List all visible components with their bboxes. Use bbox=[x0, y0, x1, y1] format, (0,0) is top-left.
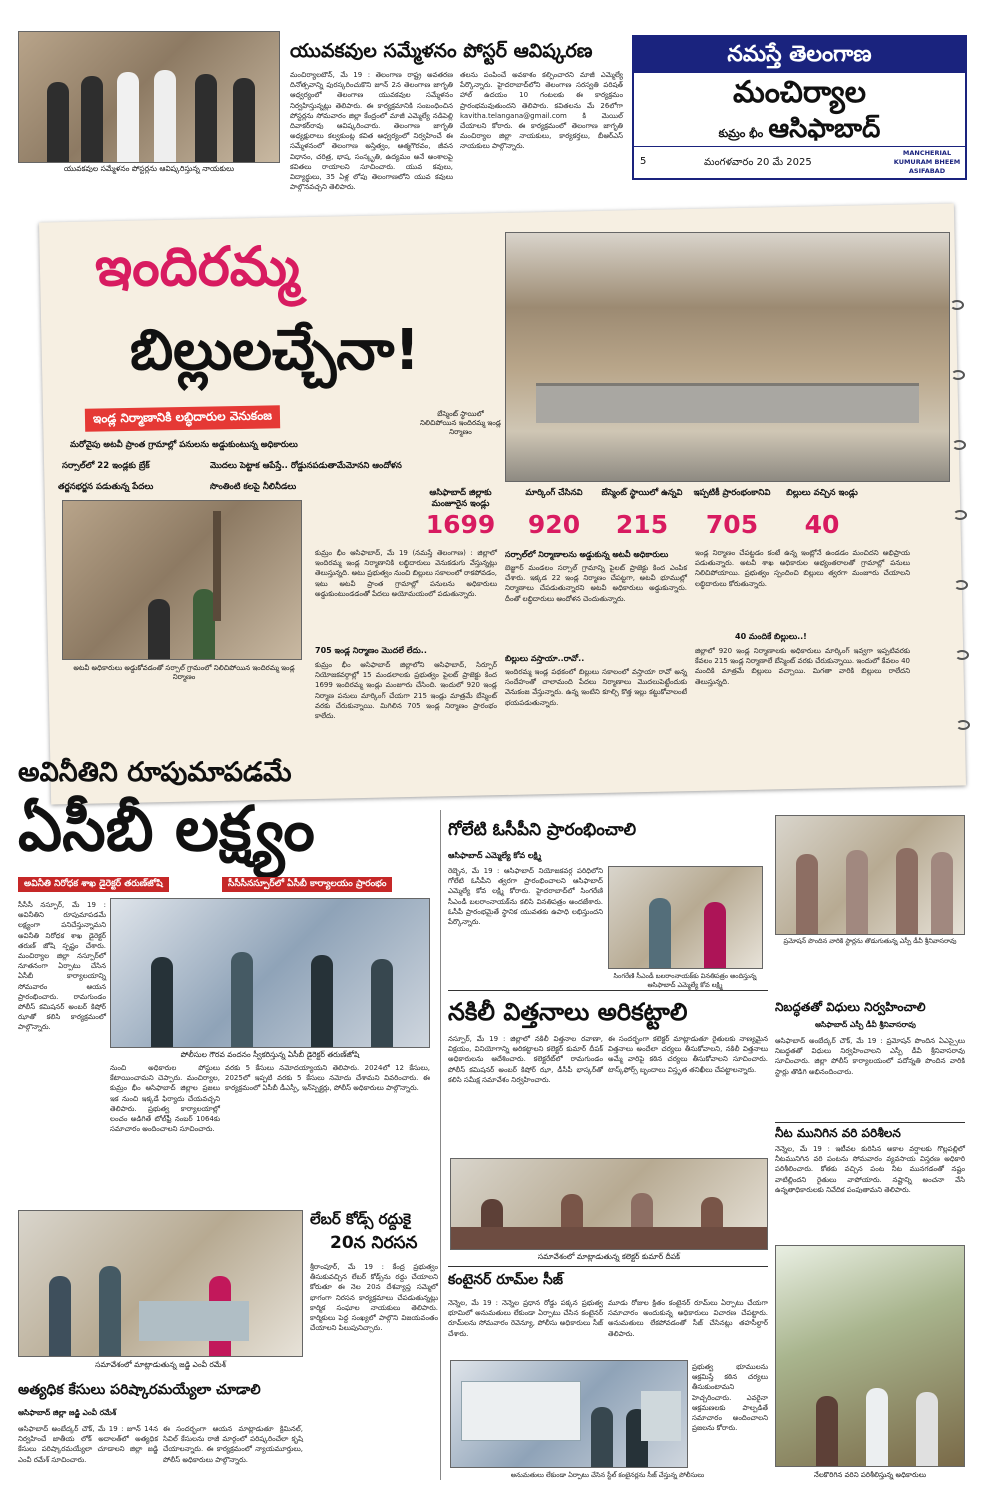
lead-col3: ఇండ్ల నిర్మాణం చేపట్టడం కంటే ఉన్న ఇంట్లోనే ఉండడం మంచిదని అభిప్రాయ పడుతున్నారు. అటవీ శాఖ అధికారుల అభ్యంతరాలతో గ్రామాల్లో పనులు నిలిచిపోయాయి. ప్రభుత్వం స్పందించి బిల్లులు త్వరగా మంజూరు చేయాలని లబ్ధిదారులు కోరుతున్నారు. bbox=[695, 549, 910, 588]
stat-marked: మార్కింగ్ చేసినవి 920 bbox=[525, 488, 583, 539]
lead-left-photo bbox=[62, 500, 302, 660]
lead-col2b: ఇందిరమ్మ ఇండ్ల పథకంలో బిల్లులు సకాలంలో వస్తాయా రావో అన్న సందేహంతో చాలామంది పేదలు నిర్మాణాలు మొదలుపెట్టేందుకు వెనుకంజ వేస్తున్నారు. ఉన్న ఇంటిని కూల్చి కొత్త ఇల్లు కట్టుకోవాలంటే భయపడుతున్నారు. bbox=[505, 668, 687, 707]
lead-col2: బెజ్జూర్ మండలం సర్సాల్ గ్రామాన్ని పైలట్ ప్రాజెక్టు కింద ఎంపిక చేశారు. ఇక్కడ 22 ఇండ్ల నిర్మాణం చేపట్టగా, అటవీ భూముల్లో నిర్మాణాలు చేపడుతున్నారని అటవీ అధికారులు అడ్డుకున్నారు. దీంతో లబ్ధిదారులు ఆందోళన చెందుతున్నారు. bbox=[505, 564, 687, 603]
lead-col2-sub: సర్సాల్‌లో నిర్మాణాలను అడ్డుకున్న అటవీ అధికారులు bbox=[505, 550, 669, 559]
top-story-col2: తలను పంపించే అవకాశం కల్పించారని మాజీ ఎమ్మెల్యే పేర్కొన్నారు. హైదరాబాద్‌లోని తెలంగాణ సరస్వతి పరిషత్ హాల్ ఉదయం 10 గంటలకు ఈ కార్యక్రమం ప్రారంభమవుతుందని తెలిపారు. కవితలను మే 26లోగా kavitha.telangana@gmail.com కి మెయిల్ చేయాలని కోరారు. ఈ కార్యక్రమంలో తెలంగాణ జాగృతి మంచిర్యాల జిల్లా నాయకులు, కార్యకర్తలు, బీఆర్ఎస్ నాయకులు పాల్గొన్నారు. bbox=[460, 71, 623, 151]
court-col2: ఈ సందర్భంగా ఆయన మాట్లాడుతూ క్రిమినల్, సివిల్ కేసులను రాజీ మార్గంలో పరిష్కరించేలా కృషి చేయాలన్నారు. ఈ కార్యక్రమంలో న్యాయమూర్తులు, పోలీస్ అధికారులు పాల్గొన్నారు. bbox=[163, 1425, 303, 1464]
seeds-col1: నస్పూర్, మే 19 : జిల్లాలో నకిలీ విత్తనాల రవాణా, విక్రయం, వినియోగాన్ని అరికట్టాలని కలెక్టర్ కుమార్ దీపక్ అధికారులను ఆదేశించారు. కలెక్టరేట్‌లో రామగుండం పోలీస్ కమిషనర్ అంబర్ కిషోర్ ఝా, డీసీపీ భాస్కర్‌తో కలిసి సమీక్ష సమావేశం నిర్వహించారు. bbox=[448, 1035, 603, 1084]
lead-construction-photo bbox=[505, 232, 950, 482]
court-col1: ఆసిఫాబాద్ అంబేద్కర్ చౌక్, మే 19 : జూన్ 14న నిర్వహించే జాతీయ లోక్ అదాలత్‌లో అత్యధిక కేసులు పరిష్కారమయ్యేలా చూడాలని జిల్లా జడ్జి ఎంవీ రమేశ్ సూచించారు. bbox=[18, 1425, 158, 1464]
lead-kicker: ఇందిరమ్మ bbox=[95, 235, 300, 298]
labour-headline-l1: లేబర్ కోడ్స్ రద్దుకై bbox=[310, 1210, 412, 1228]
stat-not-started: ఇప్పటికీ ప్రారంభంకానివి 705 bbox=[693, 488, 771, 539]
page-number: 5 bbox=[640, 156, 647, 167]
region-en: MANCHERIAL KUMURAM BHEEM ASIFABAD bbox=[893, 149, 961, 175]
court-photo bbox=[18, 1210, 303, 1357]
court-caption: సమావేశంలో మాట్లాడుతున్న జడ్జి ఎంవీ రమేశ్ bbox=[95, 1360, 226, 1369]
acb-photo bbox=[110, 898, 430, 1048]
lead-col2-sub2: బిల్లులు వస్తాయా..రావో.. bbox=[505, 654, 585, 663]
lead-photo-note: బేస్మెంట్ స్థాయిలో నిలిచిపోయిన ఇందిరమ్మ ఇండ్ల నిర్మాణం bbox=[420, 410, 501, 436]
lead-col1: కుమ్రం భీం ఆసిఫాబాద్, మే 19 (నమస్తే తెలంగాణ) : జిల్లాలో ఇందిరమ్మ ఇండ్ల నిర్మాణానికి లబ్ధిదారులు వెనుకడుగు వేస్తున్నట్లు తెలుస్తున్నది. అటు ప్రభుత్వం నుంచి బిల్లులు సకాలంలో రాకపోవడం, ఇటు అటవీ ప్రాంత గ్రామాల్లో పనులను అధికారులు అడ్డుకుంటుండడంతో పేదలు అయోమయంలో పడుతున్నారు. bbox=[315, 549, 497, 598]
masthead bbox=[632, 35, 967, 180]
top-story-caption: యువకవుల సమ్మేళనం పోస్టర్లను ఆవిష్కరిస్తున్న నాయకులు bbox=[63, 164, 235, 173]
edition-line2: ఆసిఫాబాద్ bbox=[768, 114, 881, 144]
container-col2: మూడు రోజుల క్రితం కంటైనర్ రూమ్‌లు ఏర్పాటు చేయగా సమాచారం అందుకున్న అధికారులు విచారణ చేపట్టారు. అనుమతులు లేకపోవడంతో సీజ్ చేసినట్లు తహసీల్దార్ తెలిపారు. bbox=[608, 1299, 768, 1338]
paddy-text: నెన్నెల, మే 19 : ఇటీవల కురిసిన అకాల వర్షాలకు గొల్లపల్లిలో నీటమునిగిన వరి పంటను సోమవారం వ్యవసాయ విస్తరణ అధికారి పరిశీలించారు. కోతకు వచ్చిన పంట నీట మునగడంతో నష్టం వాటిల్లిందని రైతులు వాపోయారు. నష్టాన్ని అంచనా వేసి ఉన్నతాధికారులకు నివేదిక పంపుతామని తెలిపారు. bbox=[775, 1145, 965, 1194]
seeds-headline: నకిలీ విత్తనాలు అరికట్టాలి bbox=[448, 998, 688, 1026]
acb-caption: పోలీసుల గౌరవ వందనం స్వీకరిస్తున్న ఏసీబీ డైరెక్టర్ తరుణ్‌జోషి bbox=[180, 1050, 360, 1059]
goleti-headline: గోలేటి ఓసీపీని ప్రారంభించాలి bbox=[448, 820, 637, 840]
police-byline: ఆసిఫాబాద్ ఎస్పీ డీవీ శ్రీనివాసరావు bbox=[815, 1020, 916, 1029]
lead-col3b: జిల్లాలో 920 ఇండ్ల నిర్మాణాలకు అధికారులు మార్కింగ్ ఇవ్వగా ఇప్పటివరకు కేవలం 215 ఇండ్ల నిర్మాణాలే బేస్మెంట్ వరకు చేరుకున్నాయి. ఇందులో కేవలం 40 మందికి మాత్రమే బిల్లులు వచ్చాయి. మిగతా వారికి బిల్లులు రాలేదని తెలుస్తున్నది. bbox=[695, 647, 910, 686]
police-photo bbox=[775, 815, 965, 935]
lead-headline: బిల్లులచ్చేనా! bbox=[130, 318, 420, 383]
acb-headline: ఏసీబీ లక్ష్యం bbox=[18, 792, 315, 865]
container-photo bbox=[450, 1360, 688, 1468]
paddy-caption: నేలకొరిగిన వరిని పరిశీలిస్తున్న అధికారులు bbox=[813, 1471, 927, 1479]
police-headline: నిబద్ధతతో విధులు నిర్వహించాలి bbox=[775, 1000, 926, 1014]
lead-col1-sub: 705 ఇండ్ల నిర్మాణం మొదలే లేదు.. bbox=[315, 646, 427, 655]
container-caption: అనుమతులు లేకుండా ఏర్పాటు చేసిన స్టీల్ కంటైనర్లను సీజ్ చేస్తున్న పోలీసులు bbox=[510, 1471, 705, 1479]
paddy-photo bbox=[775, 1245, 965, 1467]
acb-col1: సీసీసీ నస్పూర్, మే 19 : అవినీతిని రూపుమాపడమే లక్ష్యంగా పనిచేస్తున్నామని అవినీతి నిరోధక శాఖ డైరెక్టర్ తరుణ్ జోషి స్పష్టం చేశారు. మంచిర్యాల జిల్లా నస్పూర్‌లో నూతనంగా ఏర్పాటు చేసిన ఏసీబీ కార్యాలయాన్ని సోమవారం ఆయన ప్రారంభించారు. రామగుండం పోలీస్ కమిషనర్ అంబర్ కిషోర్ ఝాతో కలిసి కార్యక్రమంలో పాల్గొన్నారు. bbox=[18, 901, 106, 1032]
labour-headline-l2: 20న నిరసన bbox=[330, 1233, 418, 1253]
container-col3: ప్రభుత్వ భూములను ఆక్రమిస్తే కఠిన చర్యలు తీసుకుంటామని హెచ్చరించారు. ఎవరైనా ఆక్రమణలకు పాల్పడితే సమాచారం అందించాలని ప్రజలను కోరారు. bbox=[692, 1363, 768, 1433]
lead-left-caption: అటవీ అధికారులు అడ్డుకోవడంతో సర్సాల్ గ్రామంలో నిలిచిపోయిన ఇందిరమ్మ ఇండ్ల నిర్మాణం bbox=[73, 664, 295, 681]
seeds-col2: ఈ సందర్భంగా కలెక్టర్ మాట్లాడుతూ రైతులకు నాణ్యమైన విత్తనాలు అందేలా చర్యలు తీసుకోవాలని, నకిలీ విత్తనాలు అమ్మే వారిపై కఠిన చర్యలు తీసుకోవాలని సూచించారు. టాస్క్‌ఫోర్స్ బృందాలు విస్తృత తనిఖీలు చేపట్టాలన్నారు. bbox=[608, 1035, 768, 1074]
seeds-photo bbox=[450, 1158, 768, 1250]
edition-line1: మంచిర్యాల bbox=[732, 75, 867, 110]
acb-col2: నుంచి అధికారుల పోస్టులు కేటాయించామని చెప్పారు. మంచిర్యాల, కుమ్రం భీం ఆసిఫాబాద్ జిల్లాల ప్రజలు ఇక నుంచి ఇక్కడే ఫిర్యాదు చేయవచ్చని తెలిపారు. ప్రభుత్వ కార్యాలయాల్లో లంచం అడిగితే టోల్‌ఫ్రీ నంబర్ 1064కు సమాచారం అందించాలని సూచించారు. bbox=[110, 1064, 220, 1134]
lead-col1b: కుమ్రం భీం ఆసిఫాబాద్ జిల్లాలోని ఆసిఫాబాద్, సిర్పూర్ నియోజకవర్గాల్లో 15 మండలాలకు ప్రభుత్వం పైలట్ ప్రాజెక్టు కింద 1699 ఇందిరమ్మ ఇండ్లు మంజూరు చేసింది. ఇందులో 920 ఇండ్ల నిర్మాణ పనులు మార్కింగ్ చేయగా 215 ఇండ్లు మాత్రమే బేస్మెంట్ వరకు చేరుకున్నాయి. మిగిలిన 705 ఇండ్ల నిర్మాణం ప్రారంభం కాలేదు. bbox=[315, 661, 497, 721]
stat-bills-paid: బిల్లులు వచ్చిన ఇండ్లు 40 bbox=[786, 488, 858, 539]
acb-kicker: అవినీతిని రూపుమాపడమే bbox=[18, 757, 292, 788]
top-story-photo bbox=[18, 31, 280, 163]
court-headline: అత్యధిక కేసులు పరిష్కారమయ్యేలా చూడాలి bbox=[18, 1382, 261, 1398]
goleti-photo bbox=[608, 866, 763, 969]
top-story-headline: యువకవుల సమ్మేళనం పోస్టర్ ఆవిష్కరణ bbox=[290, 40, 593, 62]
goleti-byline: ఆసిఫాబాద్ ఎమ్మెల్యే కోవ లక్ష్మి bbox=[448, 851, 542, 860]
acb-col3: వరకు 5 కేసులు నమోదయ్యాయని తెలిపారు. 2024లో 12 కేసులు, 2025లో ఇప్పటి వరకు 5 కేసులు నమోదు చేశామని వివరించారు. ఈ కార్యక్రమంలో ఏసీబీ డీఎస్పీ, ఇన్‌స్పెక్టర్లు, పోలీస్ అధికారులు పాల్గొన్నారు. bbox=[225, 1064, 430, 1093]
container-col1: నెన్నెల, మే 19 : నెన్నెల ప్రధాన రోడ్డు పక్కన ప్రభుత్వ భూమిలో అనుమతులు లేకుండా ఏర్పాటు చేసిన కంటైనర్ రూమ్‌లను సోమవారం రెవెన్యూ, పోలీసు అధికారులు సీజ్ చేశారు. bbox=[448, 1299, 603, 1338]
seeds-caption: సమావేశంలో మాట్లాడుతున్న కలెక్టర్ కుమార్ దీపక్ bbox=[537, 1252, 681, 1261]
goleti-caption: సింగరేణి సీఎండీ బలరాంనాయక్‌కు వినతిపత్రం అందిస్తున్న ఆసిఫాబాద్ ఎమ్మెల్యే కోవ లక్ష్మి bbox=[613, 972, 757, 989]
stat-sanctioned: ఆసిఫాబాద్ జిల్లాకు మంజూరైన ఇండ్లు 1699 bbox=[425, 488, 496, 539]
top-story-col1: మంచిర్యాలటౌన్, మే 19 : తెలంగాణ రాష్ట్ర అవతరణ దినోత్సవాన్ని పురస్కరించుకొని జూన్ 2న తెలంగాణ జాగృతి ఆధ్వర్యంలో తెలంగాణ యువకవుల సమ్మేళనం నిర్వహిస్తున్నట్లు తెలిపారు. ఈ కార్యక్రమానికి సంబంధించిన పోస్టర్లను సోమవారం జిల్లా కేంద్రంలో మాజీ ఎమ్మెల్యే నడిపెల్లి దివాకర్‌రావు ఆవిష్కరించారు. తెలంగాణ జాగృతి అధ్యక్షురాలు కల్వకుంట్ల కవిత ఆధ్వర్యంలో నిర్వహించే ఈ సమ్మేళనంలో తెలంగాణ అస్తిత్వం, ఆత్మగౌరవం, జీవన విధానం, చరిత్ర, భాష, సంస్కృతి, ఉద్యమం అనే అంశాలపై కవితలు రాయాలని సూచించారు. యువ కవులు, విద్యార్థులు, 35 ఏళ్ల లోపు తెలంగాణలోని యువ కవులు పాల్గొనవచ్చని తెలిపారు. bbox=[290, 71, 453, 192]
paddy-headline: నీట మునిగిన వరి పరిశీలన bbox=[775, 1126, 901, 1140]
court-byline: ఆసిఫాబాద్ జిల్లా జడ్జి ఎంవీ రమేశ్ bbox=[18, 1408, 117, 1417]
edition-prefix: కుమ్రం భీం bbox=[718, 127, 764, 140]
container-headline: కంటైనర్ రూమ్‌ల సీజ్ bbox=[448, 1272, 564, 1288]
stat-basement: బేస్మెంట్ స్థాయిలో ఉన్నవి 215 bbox=[601, 488, 683, 539]
lead-red-bar: ఇండ్ల నిర్మాణానికి లబ్ధిదారుల వెనుకంజ bbox=[85, 405, 280, 431]
goleti-text: రెబ్బెన, మే 19 : ఆసిఫాబాద్ నియోజకవర్గ పరిధిలోని గోలేటి ఓసీపీని త్వరగా ప్రారంభించాలని ఆసిఫాబాద్ ఎమ్మెల్యే కోవ లక్ష్మి కోరారు. హైదరాబాద్‌లో సింగరేణి సీఎండీ బలరాంనాయక్‌ను కలిసి వినతిపత్రం అందజేశారు. ఓసీపీ ప్రారంభమైతే స్థానిక యువతకు ఉపాధి లభిస్తుందని పేర్కొన్నారు. bbox=[448, 867, 603, 927]
paper-name: నమస్తే తెలంగాణ bbox=[634, 37, 965, 73]
labour-text: శ్రీరాంపూర్, మే 19 : కేంద్ర ప్రభుత్వం తీసుకువచ్చిన లేబర్ కోడ్స్‌ను రద్దు చేయాలని కోరుతూ ఈ నెల 20న దేశవ్యాప్త సమ్మెలో భాగంగా నిరసన కార్యక్రమాలు చేపడుతున్నట్లు కార్మిక సంఘాల నాయకులు తెలిపారు. కార్మికులు పెద్ద సంఖ్యలో పాల్గొని విజయవంతం చేయాలని పిలుపునిచ్చారు. bbox=[310, 1263, 438, 1333]
page-date: మంగళవారం 20 మే 2025 bbox=[704, 157, 812, 168]
police-text: ఆసిఫాబాద్ అంబేద్కర్ చౌక్, మే 19 : ప్రమోషన్ పొందిన ఏఎస్సైలు నిబద్ధతతో విధులు నిర్వహించాలని ఎస్పీ డీవీ శ్రీనివాసరావు సూచించారు. జిల్లా పోలీస్ కార్యాలయంలో పదోన్నతి పొందిన వారికి స్టార్లు తొడిగి అభినందించారు. bbox=[775, 1037, 965, 1076]
lead-col3-sub: 40 మందికే బిల్లులు..! bbox=[735, 632, 807, 641]
police-caption: ప్రమోషన్ పొందిన వారికి స్టార్లను తొడుగుతున్న ఎస్పీ డీవీ శ్రీనివాసరావు bbox=[783, 937, 957, 945]
